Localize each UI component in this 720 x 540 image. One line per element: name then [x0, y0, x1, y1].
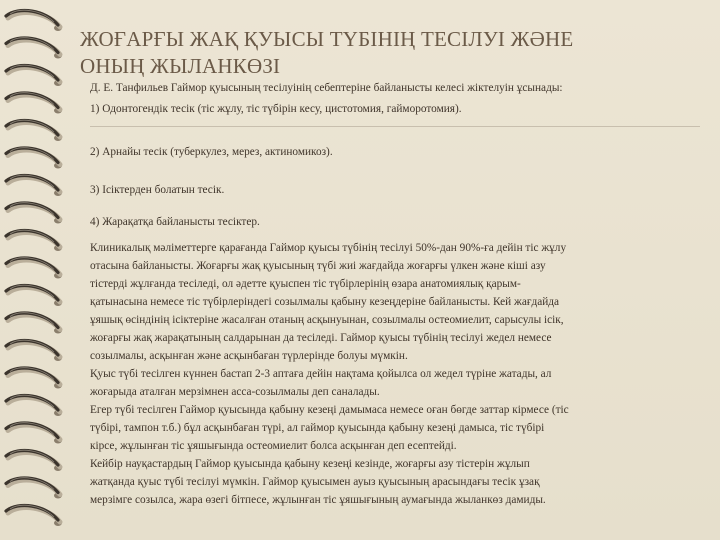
spiral-ring — [6, 285, 62, 306]
spiral-binding — [0, 0, 80, 540]
body-line-8: созылмалы, асқынған және асқынбаған түрлерінде болуы мүмкін. — [90, 350, 408, 362]
title-line-1: ЖОҒАРҒЫ ЖАҚ ҚУЫСЫ ТҮБІНІҢ ТЕСІЛУІ ЖӘНЕ — [80, 27, 574, 51]
body-line-1: 4) Жарақатқа байланысты тесіктер. — [90, 216, 260, 228]
list-item-2: 2) Арнайы тесік (туберкулез, мерез, актиномикоз). — [90, 146, 333, 158]
slide-title — [80, 26, 680, 80]
body-line-4: тістерді жұлғанда тесіледі, ол әдетте қуыспен тіс түбірлерінің өзара анатомиялық қарым- — [90, 278, 521, 290]
spiral-ring — [6, 368, 62, 389]
spiral-ring — [6, 258, 62, 279]
intro-line-1: Д. Е. Танфильев Гаймор қуысының тесілуінің себептеріне байланысты келесі жіктелуін ұсынады: — [90, 82, 563, 94]
body-line-10: жоғарыда аталған мерзімнен асса-созылмалы деп саналады. — [90, 386, 380, 398]
title-line-2: ОНЫҢ ЖЫЛАНКӨЗІ — [80, 54, 281, 78]
body-line-7: жоғарғы жақ жарақатының салдарынан да тесіледі. Гаймор қуысы түбінің тесілуі жедел немесе — [90, 332, 552, 344]
spiral-ring — [6, 313, 62, 334]
spiral-ring — [6, 65, 62, 86]
spiral-ring — [6, 478, 62, 499]
body-line-2: Клиникалық мәліметтерге қарағанда Гаймор қуысы түбінің тесілуі 50%-дан 90%-ға дейін тіс жұлу — [90, 242, 567, 254]
spiral-ring — [6, 38, 62, 59]
spiral-ring — [6, 230, 62, 251]
body-line-12: түбірі, тампон т.б.) бұл асқынбаған түрі, ал гаймор қуысында қабыну кезеңі дамыса, тіс түбірі — [90, 422, 545, 434]
spiral-ring — [6, 423, 62, 444]
body-line-5: қатынасына немесе тіс түбірлеріндегі созылмалы қабыну кезеңдеріне байланысты. Кей жағдайда — [90, 296, 560, 308]
spiral-ring — [6, 10, 62, 31]
spiral-ring — [6, 93, 62, 114]
spiral-ring — [6, 395, 62, 416]
spiral-ring — [6, 148, 62, 169]
body-line-15: жатқанда қуыс түбі тесілуі мүмкін. Гаймор қуысымен ауыз қуысының арасындағы тесік ұзақ — [90, 476, 540, 488]
body-line-9: Қуыс түбі тесілген күннен бастап 2-3 аптаға дейін нақтама қойылса ол жедел түріне жатады, ал — [90, 368, 552, 380]
body-line-14: Кейбір науқастардың Гаймор қуысында қабыну кезеңі кезінде, жоғарғы азу тістерін жұлып — [90, 458, 530, 470]
spiral-ring — [6, 175, 62, 196]
divider — [90, 126, 700, 127]
body-line-11: Егер түбі тесілген Гаймор қуысында қабыну кезеңі дамымаса немесе оған бөгде заттар кірмесе (тіс — [90, 404, 569, 416]
body-line-6: ұяшық өсіндінің ісіктеріне жасалған отаның асқынуынан, созылмалы остеомиелит, сарысулы ісік, — [90, 314, 564, 326]
body-line-16: мерзімге созылса, жара өзегі бітпесе, жұлынған тіс ұяшығының аумағында жыланкөз дамиды. — [90, 494, 546, 506]
spiral-ring — [6, 203, 62, 224]
intro-line-2: 1) Одонтогендік тесік (тіс жұлу, тіс түбірін кесу, цистотомия, гайморотомия). — [90, 103, 462, 115]
body-line-13: кірсе, жұлынған тіс ұяшығында остеомиелит болса асқынған деп есептейді. — [90, 440, 457, 452]
spiral-ring — [6, 450, 62, 471]
list-item-3: 3) Ісіктерден болатын тесік. — [90, 184, 225, 196]
spiral-ring — [6, 120, 62, 141]
body-line-3: отасына байланысты. Жоғарғы жақ қуысының түбі жиі жағдайда жоғарғы үлкен және кіші азу — [90, 260, 546, 272]
spiral-ring — [6, 340, 62, 361]
spiral-ring — [6, 505, 62, 526]
